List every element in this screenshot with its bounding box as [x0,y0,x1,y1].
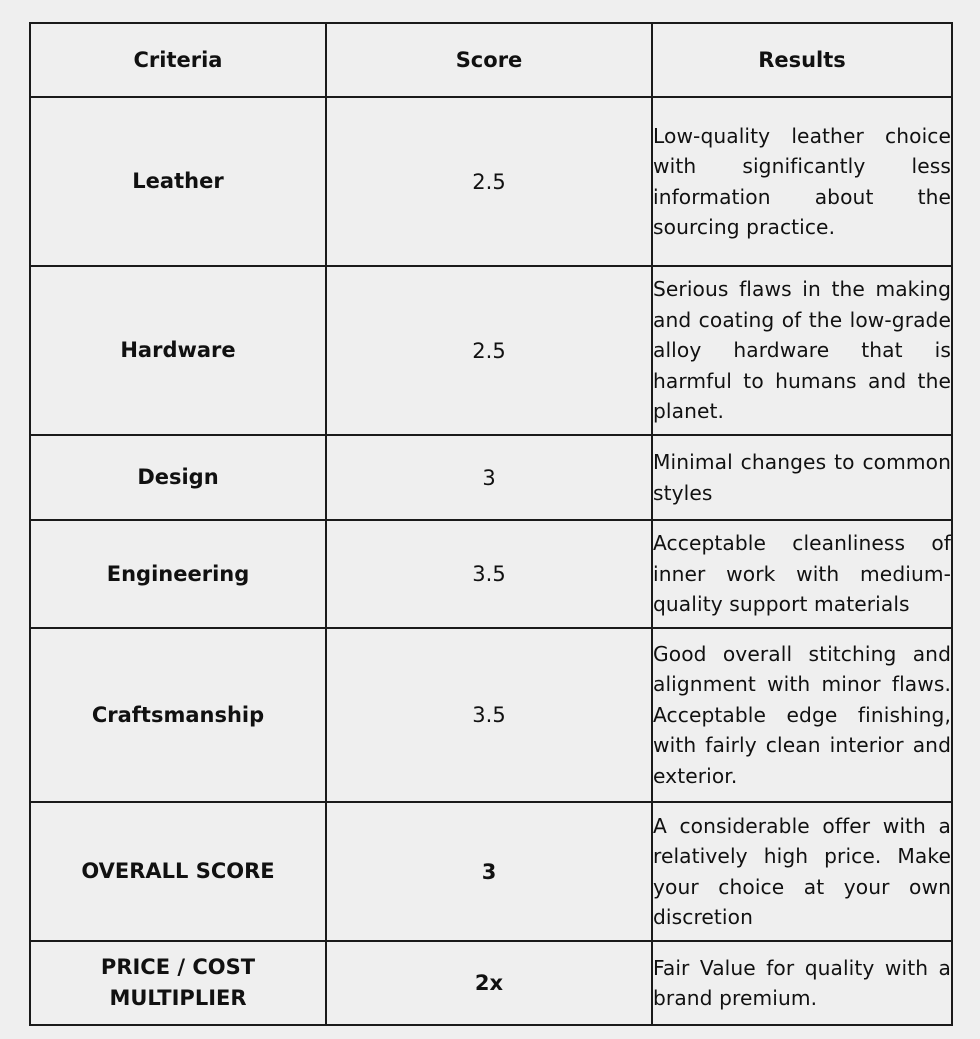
table-row [30,97,952,266]
result-cell: Low-quality leather choice with significantly less information about the sourcing practice. [652,97,952,266]
criteria-cell: Leather [30,97,326,266]
table-row-overall [30,802,952,941]
score-cell: 2.5 [326,266,652,435]
table-row-price [30,941,952,1025]
score-cell: 3.5 [326,628,652,802]
result-cell: A considerable offer with a relatively high price. Make your choice at your own discretion [652,802,952,941]
result-cell: Good overall stitching and alignment with minor flaws. Acceptable edge finishing, with fairly clean interior and exterior. [652,628,952,802]
criteria-cell: Design [30,435,326,520]
criteria-cell: PRICE / COST MULTIPLIER [30,941,326,1025]
multiplier-cell: 2x [326,941,652,1025]
score-table [29,22,953,1026]
score-cell: 2.5 [326,97,652,266]
criteria-cell: OVERALL SCORE [30,802,326,941]
header-results: Results [652,23,952,97]
score-cell: 3.5 [326,520,652,628]
header-criteria: Criteria [30,23,326,97]
table-row [30,520,952,628]
result-cell: Serious flaws in the making and coating of the low-grade alloy hardware that is harmful to humans and the planet. [652,266,952,435]
table-row [30,628,952,802]
criteria-cell: Engineering [30,520,326,628]
table-row [30,435,952,520]
overall-score-cell: 3 [326,802,652,941]
criteria-cell: Hardware [30,266,326,435]
header-score: Score [326,23,652,97]
result-cell: Acceptable cleanliness of inner work with medium-quality support materials [652,520,952,628]
result-cell: Minimal changes to common styles [652,435,952,520]
table-row [30,266,952,435]
table-header-row [30,23,952,97]
score-cell: 3 [326,435,652,520]
criteria-cell: Craftsmanship [30,628,326,802]
result-cell: Fair Value for quality with a brand premium. [652,941,952,1025]
